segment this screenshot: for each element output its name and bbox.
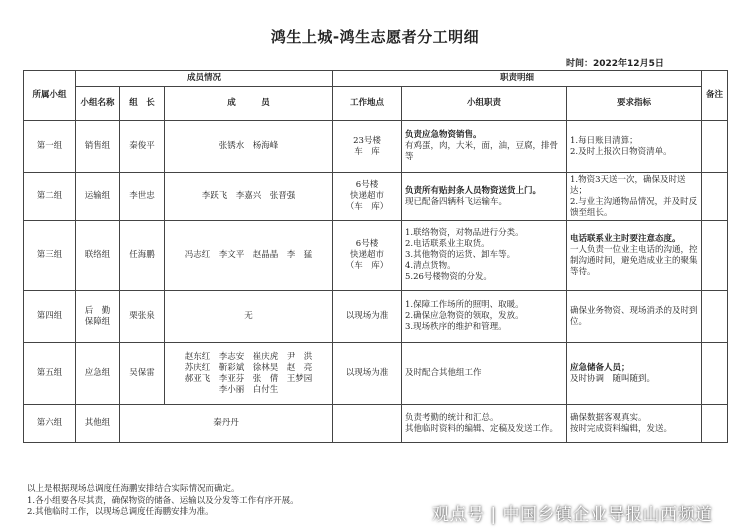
text-line: 确保数据客观真实。	[570, 412, 647, 423]
header-team-duty: 小组职责	[402, 87, 567, 121]
group-cell: 第二组	[24, 173, 76, 221]
requirements-cell	[567, 343, 702, 405]
remark-cell	[702, 405, 728, 443]
text-line: 1.联络物资，对物品进行分类。	[405, 228, 524, 238]
header-location: 工作地点	[333, 87, 402, 121]
duty-bold-text: 负责所有贴封条人员物资送货上门。	[405, 185, 542, 196]
team-duty-cell	[402, 291, 567, 343]
text-line: 按时完成资料编辑，发送。	[570, 423, 673, 434]
requirements-cell	[567, 291, 702, 343]
members-cell	[165, 121, 333, 173]
leader-cell: 李世忠	[120, 173, 165, 221]
team-duty-cell	[402, 221, 567, 291]
text-line: 2.电话联系业主取货。	[405, 239, 490, 249]
text-line: 快递超市	[349, 191, 384, 201]
text-line: 赵东红 李志安 崔庆虎 尹 洪	[184, 351, 313, 362]
watermark: 观点号 | 中国乡镇企业导报山西频道	[432, 505, 713, 525]
team-duty-cell	[402, 121, 567, 173]
team-name-cell	[76, 291, 120, 343]
text-line: 现已配备四辆科飞运输车。	[405, 196, 508, 207]
location-cell	[333, 173, 402, 221]
team-name-cell	[76, 221, 120, 291]
header-members-info: 成员情况	[76, 71, 333, 87]
text-line: 确保业务物资、现场消杀的及时到位。	[570, 305, 698, 327]
remark-cell	[702, 221, 728, 291]
text-line: 6号楼	[355, 180, 379, 190]
text-line: 有鸡蛋，肉，大米，面，油，豆腐，排骨等	[405, 141, 559, 162]
remark-cell	[702, 173, 728, 221]
table-row	[24, 405, 728, 443]
members-cell	[165, 173, 333, 221]
text-line: 快递超市	[349, 250, 384, 260]
text-line: 后 勤	[84, 305, 111, 316]
text-line: 1.物资3天送一次，确保及时送达；	[570, 174, 686, 196]
members-cell	[165, 291, 333, 343]
header-requirements: 要求指标	[567, 87, 702, 121]
team-name-cell	[76, 121, 120, 173]
header-duty-detail: 职责明细	[333, 71, 702, 87]
team-name-cell	[76, 405, 120, 443]
text-line: 销售组	[84, 141, 111, 151]
text-line: 张锈水 杨海峰	[218, 141, 279, 151]
text-line: 3.现场秩序的维护和管理。	[405, 322, 507, 332]
remark-cell	[702, 291, 728, 343]
text-line: 其他组	[84, 418, 111, 428]
group-cell: 第三组	[24, 221, 76, 291]
location-cell	[333, 405, 402, 443]
members-cell	[165, 221, 333, 291]
text-line: 联络组	[84, 250, 111, 260]
location-cell	[333, 291, 402, 343]
text-line: （车 库）	[345, 261, 389, 271]
text-line: 一人负责一位业主电话的沟通，控制沟通时间，避免造成业主的聚集等待。	[570, 244, 698, 277]
table-row	[24, 343, 728, 405]
footnote-line: 2.其他临时工作，以现场总调度任海鹏安排为准。	[27, 507, 214, 517]
text-line: 及时协调 随叫随到。	[570, 373, 656, 384]
table-row	[24, 221, 728, 291]
remark-cell	[702, 121, 728, 173]
location-cell	[333, 221, 402, 291]
text-line: 5.26号楼物资的分发。	[405, 272, 492, 282]
text-line: 及时配合其他组工作	[405, 368, 482, 378]
text-line: 应急组	[84, 368, 111, 378]
team-name-cell	[76, 173, 120, 221]
text-line: 1.保障工作场所的照明、取暖。	[405, 300, 524, 310]
footnote-line: 以上是根据现场总调度任海鹏安排结合实际情况而确定。	[27, 484, 240, 494]
duty-bold-text: 负责应急物资销售。	[405, 130, 482, 140]
requirements-cell	[567, 121, 702, 173]
requirements-cell	[567, 221, 702, 291]
footnotes	[27, 484, 299, 519]
group-cell: 第六组	[24, 405, 76, 443]
text-line: 李跃飞 李嘉兴 张晋强	[201, 191, 296, 201]
text-line: 运输组	[84, 191, 111, 201]
text-line: （车 库）	[345, 202, 389, 212]
text-line: 23号楼	[353, 135, 381, 146]
text-line: 郝亚飞 李亚芬 张 倩 王梦园	[184, 373, 313, 384]
members-cell	[120, 405, 333, 443]
text-line: 以现场为准	[345, 368, 389, 378]
group-cell: 第一组	[24, 121, 76, 173]
header-remark: 备注	[702, 71, 728, 121]
location-cell	[333, 343, 402, 405]
requirement-bold-text: 应急储备人员；	[570, 362, 630, 373]
team-duty-cell	[402, 173, 567, 221]
text-line: 无	[244, 311, 253, 321]
text-line: 秦丹丹	[213, 418, 239, 428]
group-cell: 第四组	[24, 291, 76, 343]
volunteer-table	[23, 70, 728, 443]
text-line: 车 库	[354, 146, 380, 157]
text-line: 2.与业主沟通物品情况，并及时反馈至组长。	[570, 196, 698, 218]
text-line: 6号楼	[355, 239, 379, 249]
team-name-cell	[76, 343, 120, 405]
table-row	[24, 291, 728, 343]
text-line: 以现场为准	[345, 311, 389, 321]
requirement-bold-text: 电话联系业主时要注意态度。	[570, 233, 681, 244]
leader-cell: 秦俊平	[120, 121, 165, 173]
text-line: 2.及时上报次日物资清单。	[570, 146, 672, 157]
text-line: 负责考勤的统计和汇总。	[405, 412, 499, 423]
text-line: 保障组	[84, 316, 111, 327]
date-label: 时间：2022年12月5日	[566, 59, 664, 69]
group-cell: 第五组	[24, 343, 76, 405]
text-line: 其他临时资料的编辑、定稿及发送工作。	[405, 423, 559, 434]
requirements-cell	[567, 173, 702, 221]
location-cell	[333, 121, 402, 173]
header-team-name: 小组名称	[76, 87, 120, 121]
table-row	[24, 121, 728, 173]
header-leader: 组 长	[120, 87, 165, 121]
team-duty-cell	[402, 405, 567, 443]
remark-cell	[702, 343, 728, 405]
text-line: 冯志红 李文平 赵晶晶 李 猛	[184, 250, 313, 260]
text-line: 1.每日账目清算；	[570, 135, 638, 146]
header-members: 成 员	[165, 87, 333, 121]
footnote-line: 1.各小组要各尽其责，确保物资的储备、运输以及分发等工作有序开展。	[27, 495, 299, 506]
leader-cell: 吴保雷	[120, 343, 165, 405]
members-cell	[165, 343, 333, 405]
text-line: 4.清点货物。	[405, 261, 456, 271]
page-title: 鸿生上城-鸿生志愿者分工明细	[270, 28, 480, 46]
leader-cell: 栗张泉	[120, 291, 165, 343]
table-row	[24, 173, 728, 221]
team-duty-cell	[402, 343, 567, 405]
text-line: 3.其他物资的运货、卸车等。	[405, 250, 516, 260]
header-group: 所属小组	[24, 71, 76, 121]
leader-cell: 任海鹏	[120, 221, 165, 291]
requirements-cell	[567, 405, 702, 443]
text-line: 2.确保应急物资的领取，发放。	[405, 311, 524, 321]
text-line: 苏庆红 靳彩斌 徐林昊 赵 亮	[184, 362, 313, 373]
text-line: 李小丽 白付生	[218, 384, 279, 395]
